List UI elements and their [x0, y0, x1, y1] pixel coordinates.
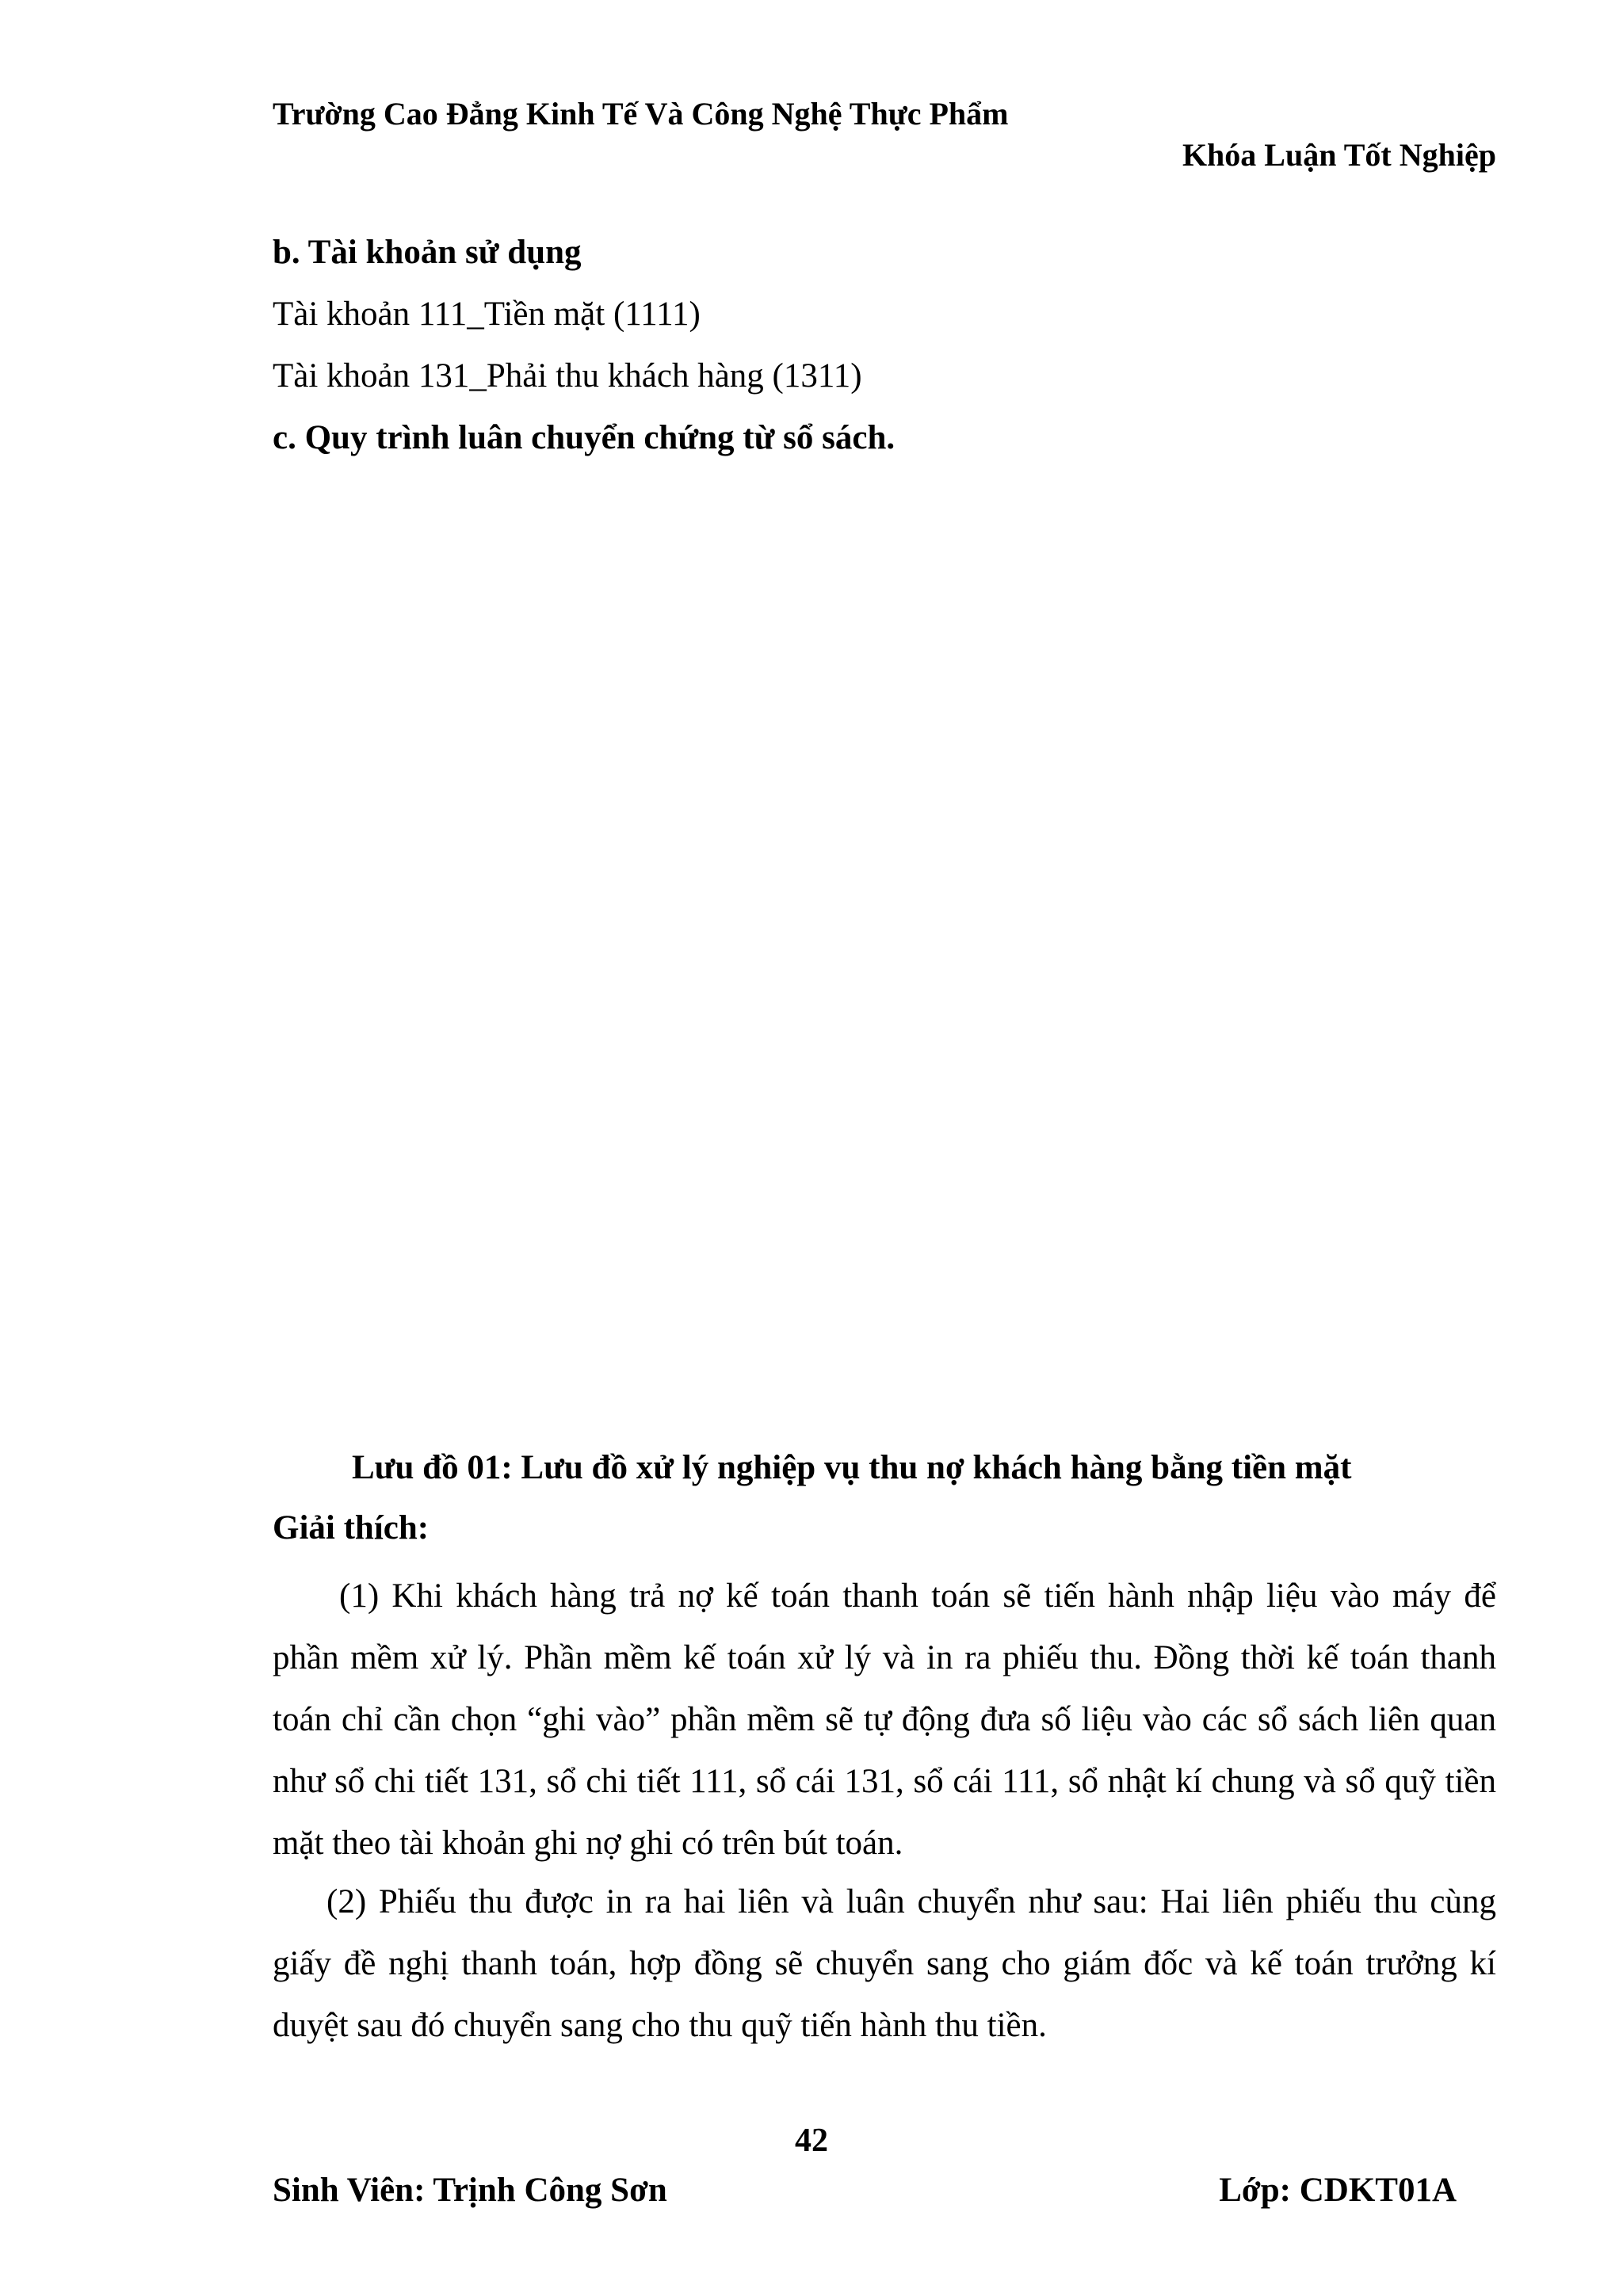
- explanation-paragraph-1: (1) Khi khách hàng trả nợ kế toán thanh toán sẽ tiến hành nhập liệu vào máy để phần mềm xử lý. Phần mềm kế toán xử lý và in ra phiếu thu. Đồng thời kế toán thanh toán chỉ cần chọn “ghi vào” phần mềm sẽ tự động đưa số liệu vào các sổ sách liên quan như sổ chi tiết 131, sổ chi tiết 111, sổ cái 131, sổ cái 111, sổ nhật kí chung và sổ quỹ tiền mặt theo tài khoản ghi nợ ghi có trên bút toán.: [273, 1577, 1496, 1862]
- explanation-paragraph-2: (2) Phiếu thu được in ra hai liên và luân chuyển như sau: Hai liên phiếu thu cùng giấy đề nghị thanh toán, hợp đồng sẽ chuyển sang cho giám đốc và kế toán trưởng kí duyệt sau đó chuyển sang cho thu quỹ tiến hành thu tiền.: [273, 1883, 1496, 2044]
- document-type: Khóa Luận Tốt Nghiệp: [1182, 137, 1496, 173]
- section-c-heading: c. Quy trình luân chuyển chứng từ sổ sách.: [273, 419, 896, 456]
- flowchart-area: [273, 483, 1493, 1394]
- flowchart-caption: Lưu đồ 01: Lưu đồ xử lý nghiệp vụ thu nợ khách hàng bằng tiền mặt: [352, 1449, 1352, 1486]
- school-name: Trường Cao Đẳng Kinh Tế Và Công Nghệ Thực Phẩm: [273, 96, 1009, 132]
- account-item: Tài khoản 131_Phải thu khách hàng (1311): [273, 357, 862, 395]
- student-name: Sinh Viên: Trịnh Công Sơn: [273, 2172, 667, 2209]
- account-item: Tài khoản 111_Tiền mặt (1111): [273, 296, 701, 333]
- explanation-heading: Giải thích:: [273, 1509, 430, 1547]
- class-name: Lớp: CDKT01A: [1219, 2172, 1457, 2209]
- page-number: 42: [795, 2122, 828, 2159]
- section-b-heading: b. Tài khoản sử dụng: [273, 234, 582, 271]
